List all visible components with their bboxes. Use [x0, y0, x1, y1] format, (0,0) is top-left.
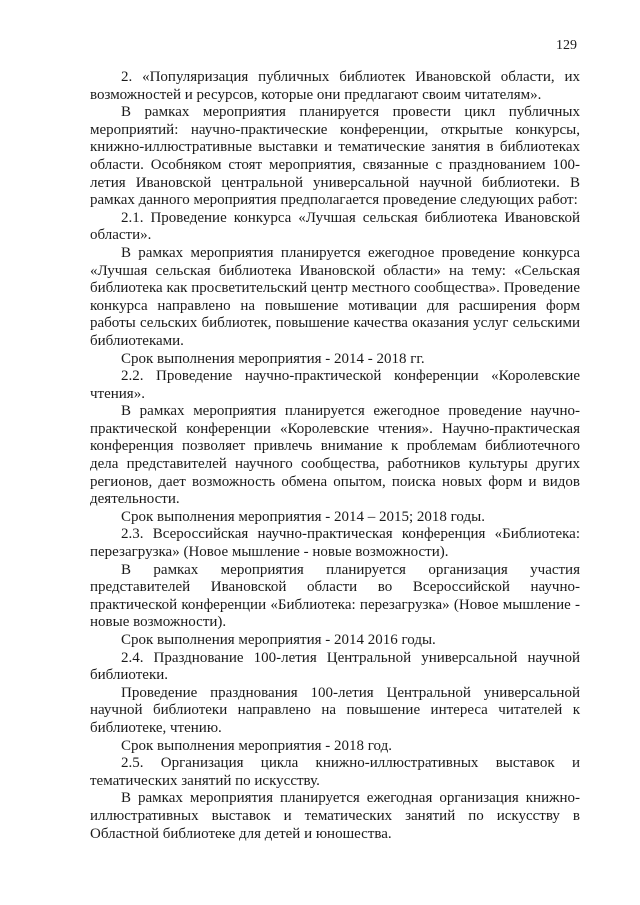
paragraph-item-2-1-body: В рамках мероприятия планируется ежегодное проведение конкурса «Лучшая сельская библиотека Ивановской области» на тему: «Сельская библиотека как просветительский центр местного сообщества». Проведение конкурса направлено на повышение мотивации для расширения форм работы сельских библиотек, повышение качества оказания услуг сельскими библиотеками.	[90, 244, 580, 349]
document-body	[90, 69, 580, 843]
paragraph-item-2-2-body: В рамках мероприятия планируется ежегодное проведение научно-практической конференции «Королевские чтения». Научно-практическая конференция позволяет привлечь внимание к проблемам библиотечного дела представителей научного сообщества, работников культуры других регионов, дает возможность обмена опытом, поиска новых форм и видов деятельности.	[90, 403, 580, 508]
paragraph-item-2-2-heading: 2.2. Проведение научно-практической конференции «Королевские чтения».	[90, 368, 580, 402]
paragraph-item-2-4-deadline: Срок выполнения мероприятия - 2018 год.	[121, 737, 392, 754]
paragraph-section-2-heading: 2. «Популяризация публичных библиотек Ивановской области, их возможностей и ресурсов, которые они предлагают своим читателям».	[90, 69, 580, 103]
paragraph-section-2-intro: В рамках мероприятия планируется провести цикл публичных мероприятий: научно-практические конференции, открытые конкурсы, книжно-иллюстративные выставки и тематические занятия в библиотеках области. Особняком стоят мероприятия, связанные с празднованием 100-летия Ивановской центральной универсальной научной библиотеки. В рамках данного мероприятия предполагается проведение следующих работ:	[90, 104, 580, 209]
paragraph-item-2-3-deadline: Срок выполнения мероприятия - 2014 2016 годы.	[121, 632, 436, 648]
paragraph-item-2-4-body: Проведение празднования 100-летия Центральной универсальной научной библиотеки направлено на повышение интереса читателей к библиотеке, чтению.	[90, 684, 580, 736]
paragraph-item-2-1-heading: 2.1. Проведение конкурса «Лучшая сельская библиотека Ивановской области».	[90, 209, 580, 244]
paragraph-item-2-2-deadline: Срок выполнения мероприятия - 2014 – 2015; 2018 годы.	[121, 508, 485, 525]
paragraph-item-2-5-heading: 2.5. Организация цикла книжно-иллюстративных выставок и тематических занятий по искусству.	[90, 755, 580, 789]
paragraph-item-2-3-body: В рамках мероприятия планируется организация участия представителей Ивановской области во Всероссийской научно-практической конференции «Библиотека: перезагрузка» (Новое мышление - новые возможности).	[90, 561, 580, 631]
paragraph-item-2-1-deadline: Срок выполнения мероприятия - 2014 - 2018 гг.	[121, 350, 425, 367]
page-number: 129	[556, 38, 577, 53]
paragraph-item-2-5-body: В рамках мероприятия планируется ежегодная организация книжно-иллюстративных выставок и тематических занятий по искусству в Областной библиотеке для детей и юношества.	[90, 790, 580, 842]
paragraph-item-2-4-heading: 2.4. Празднование 100-летия Центральной универсальной научной библиотеки.	[90, 649, 580, 684]
paragraph-item-2-3-heading: 2.3. Всероссийская научно-практическая конференция «Библиотека: перезагрузка» (Новое мышление - новые возможности).	[90, 526, 580, 561]
